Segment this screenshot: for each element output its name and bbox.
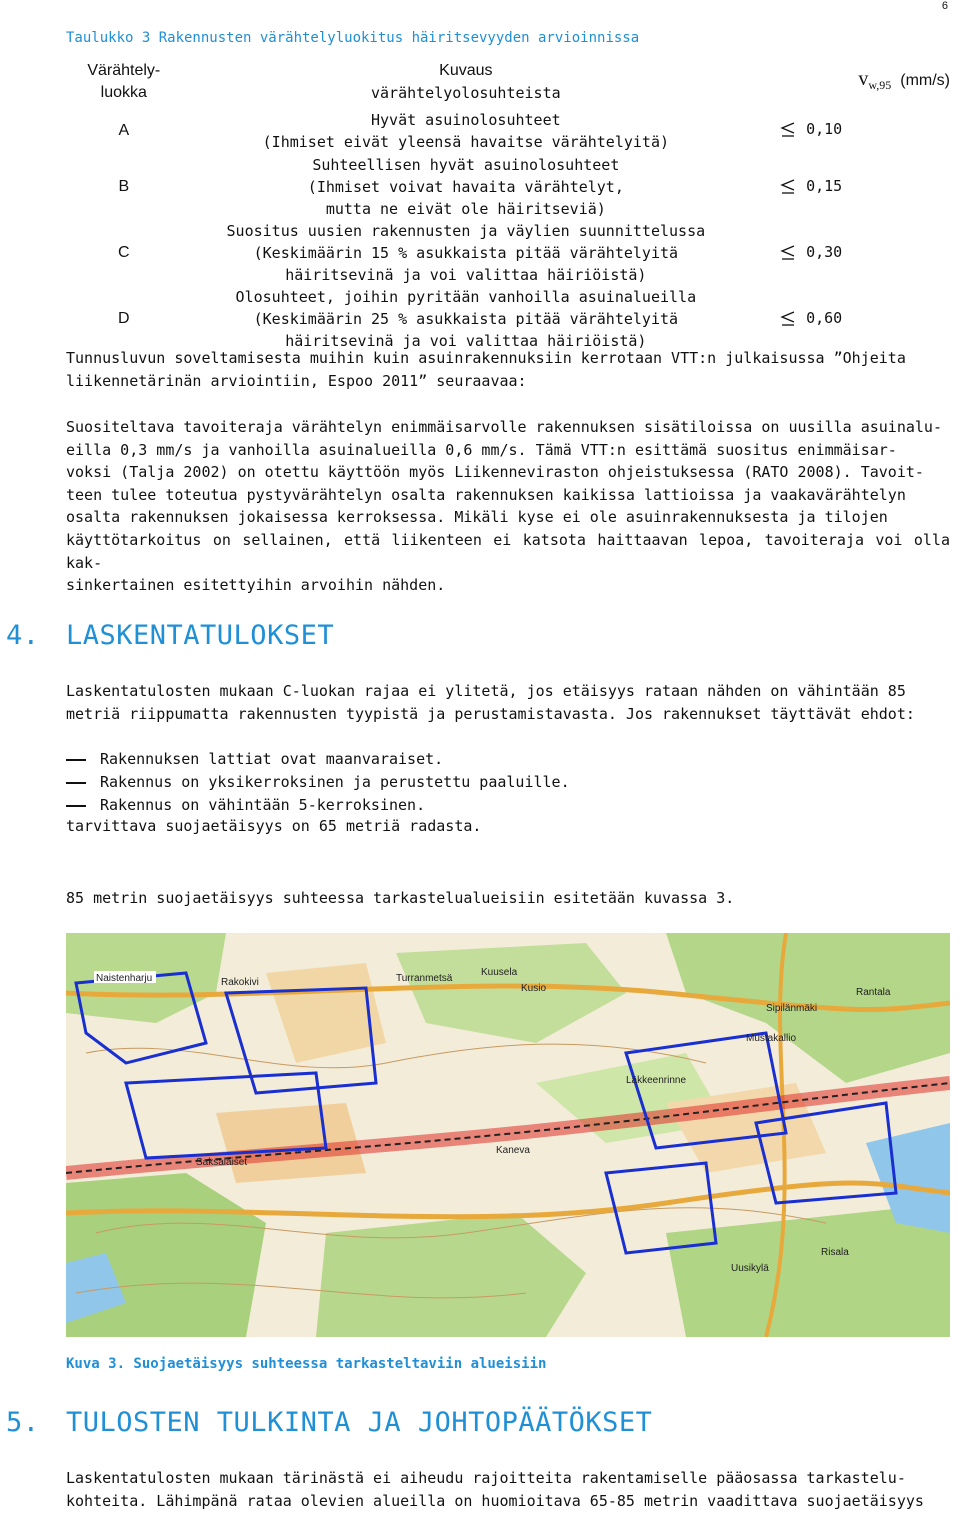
row-desc-line: mutta ne eivät ole häiritseviä) xyxy=(325,200,606,218)
row-class: D xyxy=(118,310,130,327)
map-label: Kaneva xyxy=(496,1145,530,1156)
paragraph-vtt-intro xyxy=(66,347,950,392)
text-line: 85 metrin suojaetäisyys suhteessa tarkastelualueisiin esitetään kuvassa 3. xyxy=(66,889,735,907)
limit-value: 0,15 xyxy=(806,176,843,195)
paragraph-distance xyxy=(66,815,950,838)
list-item-text: Rakennuksen lattiat ovat maanvaraiset. xyxy=(100,750,444,768)
text-line: käyttötarkoitus on sellainen, että liikenteen ei katsota haittaavan lepoa, tavoiteraja voi olla kak- xyxy=(66,530,950,572)
row-description xyxy=(182,286,751,352)
map-label: Mustakallio xyxy=(746,1033,797,1044)
map-label: Saksalaiset xyxy=(196,1157,248,1168)
map-label: Kuusela xyxy=(481,967,518,978)
row-class: B xyxy=(118,178,130,195)
limit-value: 0,10 xyxy=(806,120,843,138)
section-title: TULOSTEN TULKINTA JA JOHTOPÄÄTÖKSET xyxy=(66,1407,653,1438)
row-desc-line: Hyvät asuinolosuhteet xyxy=(371,110,561,129)
row-description xyxy=(182,220,751,286)
text-line: Suositeltava tavoiteraja värähtelyn enimmäisarvolle rakennuksen sisätiloissa on uusilla asuinalu- xyxy=(66,418,942,436)
row-desc-line: häiritsevinä ja voi valittaa häiriöistä) xyxy=(285,332,647,350)
map-label: Läkkeenrinne xyxy=(626,1075,687,1086)
text-line: eilla 0,3 mm/s ja vanhoilla asuinalueilla 0,6 mm/s. Tämä VTT:n esittämä suositus enimmäisar- xyxy=(66,440,897,459)
dash-icon xyxy=(66,782,86,784)
paragraph-recommendation xyxy=(66,416,950,597)
vibration-class-table xyxy=(66,57,950,352)
table-caption: Taulukko 3 Rakennusten värähtelyluokitus häiritsevyyden arvioinnissa xyxy=(66,30,640,46)
map-label: Rantala xyxy=(856,987,891,998)
map-label: Turranmetsä xyxy=(396,973,453,984)
table-row-b xyxy=(66,154,950,220)
conditions-list xyxy=(66,748,570,817)
row-class: C xyxy=(118,244,130,261)
header-class-line1: Värähtely- xyxy=(87,62,161,79)
table-header-row xyxy=(66,57,950,107)
text-line: sinkertainen esitettyihin arvoihin nähden. xyxy=(66,576,446,595)
row-desc-line: (Keskimäärin 15 % asukkaista pitää värähtelyitä xyxy=(253,244,679,262)
limit-value: 0,30 xyxy=(806,242,843,261)
row-limit xyxy=(750,220,950,286)
limit-value: 0,60 xyxy=(806,308,843,327)
row-limit xyxy=(750,154,950,220)
header-v-symbol: v xyxy=(858,68,869,90)
header-class xyxy=(66,57,182,107)
header-limit xyxy=(750,57,950,107)
row-limit xyxy=(750,107,950,154)
row-description xyxy=(182,107,751,154)
text-line: liikennetärinän arviointiin, Espoo 2011” seuraavaa: xyxy=(66,371,527,390)
figure-caption: Kuva 3. Suojaetäisyys suhteessa tarkasteltaviin alueisiin xyxy=(66,1356,547,1372)
section-number: 4. xyxy=(6,620,40,651)
section-number: 5. xyxy=(6,1407,40,1438)
paragraph-figure-ref xyxy=(66,887,950,910)
map-label: Sipilänmäki xyxy=(766,1003,818,1014)
header-description xyxy=(182,57,751,107)
header-v-subscript: w,95 xyxy=(868,78,892,92)
map-label: Naistenharju xyxy=(96,973,153,984)
row-desc-line: häiritsevinä ja voi valittaa häiriöistä) xyxy=(285,266,647,284)
header-desc-line2: värähtelyolosuhteista xyxy=(371,84,561,102)
text-line: metriä riippumatta rakennusten tyypistä ja perustamistavasta. Jos rakennukset täyttävät ehdot: xyxy=(66,704,915,723)
row-description xyxy=(182,154,751,220)
row-limit xyxy=(750,286,950,352)
text-line: Tunnusluvun soveltamisesta muihin kuin asuinrakennuksiin kerrotaan VTT:n julkaisussa ”Ohjeita xyxy=(66,349,906,367)
text-line: Laskentatulosten mukaan tärinästä ei aiheudu rajoitteita rakentamiselle pääosassa tarkastelu- xyxy=(66,1469,906,1487)
map-label: Risala xyxy=(821,1247,849,1258)
table-row-d xyxy=(66,286,950,352)
row-desc-line: Suositus uusien rakennusten ja väylien suunnittelussa xyxy=(226,222,706,240)
row-desc-line: (Keskimäärin 25 % asukkaista pitää värähtelyitä xyxy=(253,310,679,328)
list-item-text: Rakennus on yksikerroksinen ja perustettu paaluille. xyxy=(100,773,570,791)
header-unit: (mm/s) xyxy=(900,72,950,89)
row-desc-line: Suhteellisen hyvät asuinolosuhteet xyxy=(312,156,620,174)
text-line: Laskentatulosten mukaan C-luokan rajaa ei ylitetä, jos etäisyys rataan nähden on vähintään 85 xyxy=(66,682,906,700)
table-row-a xyxy=(66,107,950,154)
row-desc-line: (Ihmiset voivat havaita värähtelyt, xyxy=(307,178,624,196)
list-item xyxy=(66,748,570,771)
page-number: 6 xyxy=(941,0,948,12)
list-item-text: Rakennus on vähintään 5-kerroksinen. xyxy=(100,796,426,814)
map-label: Kusio xyxy=(521,983,547,994)
less-equal-icon xyxy=(780,121,796,137)
row-desc-line: (Ihmiset eivät yleensä havaitse värähtelyitä) xyxy=(262,132,670,151)
paragraph-conclusions xyxy=(66,1467,950,1512)
table-row-c xyxy=(66,220,950,286)
less-equal-icon xyxy=(780,178,796,194)
text-line: teen tulee toteutua pystyvärähtelyn osalta rakennuksen kaikissa lattioissa ja vaakavärähtelyn xyxy=(66,485,906,504)
paragraph-results xyxy=(66,680,950,725)
less-equal-icon xyxy=(780,310,796,326)
less-equal-icon xyxy=(780,244,796,260)
map-label: Uusikylä xyxy=(731,1263,769,1274)
header-desc-line1: Kuvaus xyxy=(439,62,493,79)
protection-distance-map xyxy=(66,933,950,1337)
dash-icon xyxy=(66,805,86,807)
dash-icon xyxy=(66,759,86,761)
text-line: kohteita. Lähimpänä rataa olevien alueilla on huomioitava 65-85 metrin vaadittava suojaetäisyys xyxy=(66,1491,924,1510)
list-item xyxy=(66,794,570,817)
text-line: voksi (Talja 2002) on otettu käyttöön myös Liikenneviraston ohjeistuksessa (RATO 2008). Tavoit- xyxy=(66,463,924,482)
text-line: tarvittava suojaetäisyys on 65 metriä radasta. xyxy=(66,817,482,835)
section-title: LASKENTATULOKSET xyxy=(66,620,335,651)
header-class-line2: luokka xyxy=(100,84,147,101)
list-item xyxy=(66,771,570,794)
map-label: Rakokivi xyxy=(221,977,259,988)
row-desc-line: Olosuhteet, joihin pyritään vanhoilla asuinalueilla xyxy=(235,288,697,306)
row-class: A xyxy=(118,121,130,139)
text-line: osalta rakennuksen jokaisessa kerroksessa. Mikäli kyse ei ole asuinrakennuksesta ja tilojen xyxy=(66,508,888,527)
